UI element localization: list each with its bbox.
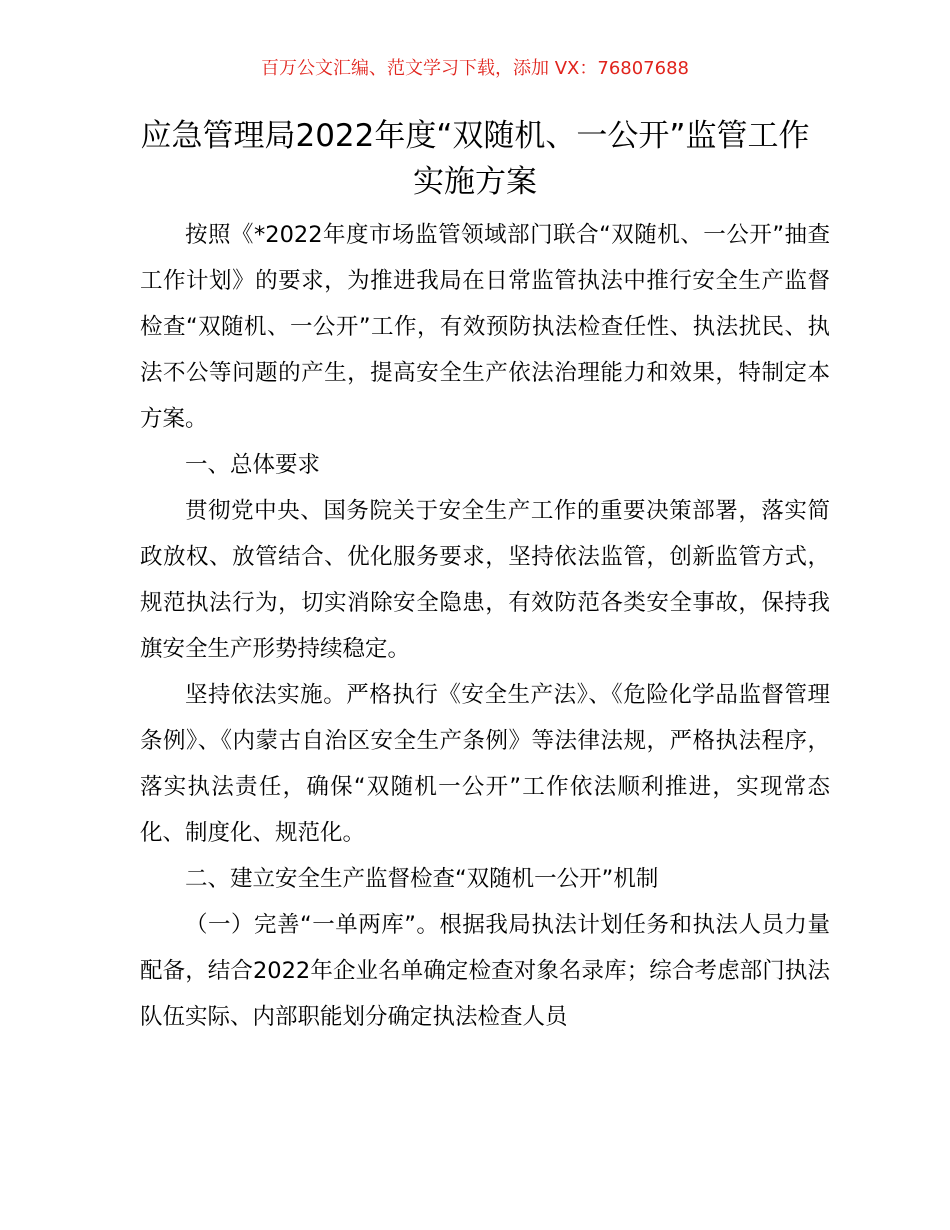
watermark-header: 百万公文汇编、范文学习下载，添加 VX：76807688 <box>261 58 689 79</box>
document-body <box>140 212 830 1040</box>
intro-paragraph: 按照《*2022年度市场监管领域部门联合“双随机、一公开”抽查工作计划》的要求，为推进我局在日常监管执法中推行安全生产监督检查“双随机、一公开”工作，有效预防执法检查任性、执法扰民、执法不公等问题的产生，提高安全生产依法治理能力和效果，特制定本方案。 <box>140 222 830 432</box>
page-title: 应急管理局2022年度“双随机、一公开”监管工作实施方案 <box>140 118 810 200</box>
body-paragraph: （一）完善“一单两库”。根据我局执法计划任务和执法人员力量配备，结合2022年企业名单确定检查对象名录库；综合考虑部门执法队伍实际、内部职能划分确定执法检查人员 <box>140 912 830 1030</box>
body-paragraph: 贯彻党中央、国务院关于安全生产工作的重要决策部署，落实简政放权、放管结合、优化服务要求，坚持依法监管，创新监管方式，规范执法行为，切实消除安全隐患，有效防范各类安全事故，保持我旗安全生产形势持续稳定。 <box>140 498 830 662</box>
body-paragraph: 坚持依法实施。严格执行《安全生产法》、《危险化学品监督管理条例》、《内蒙古自治区安全生产条例》等法律法规，严格执法程序，落实执法责任，确保“双随机一公开”工作依法顺利推进，实现常态化、制度化、规范化。 <box>140 682 830 846</box>
section-heading-2: 二、建立安全生产监督检查“双随机一公开”机制 <box>185 866 659 892</box>
section-heading-1: 一、总体要求 <box>185 452 321 478</box>
